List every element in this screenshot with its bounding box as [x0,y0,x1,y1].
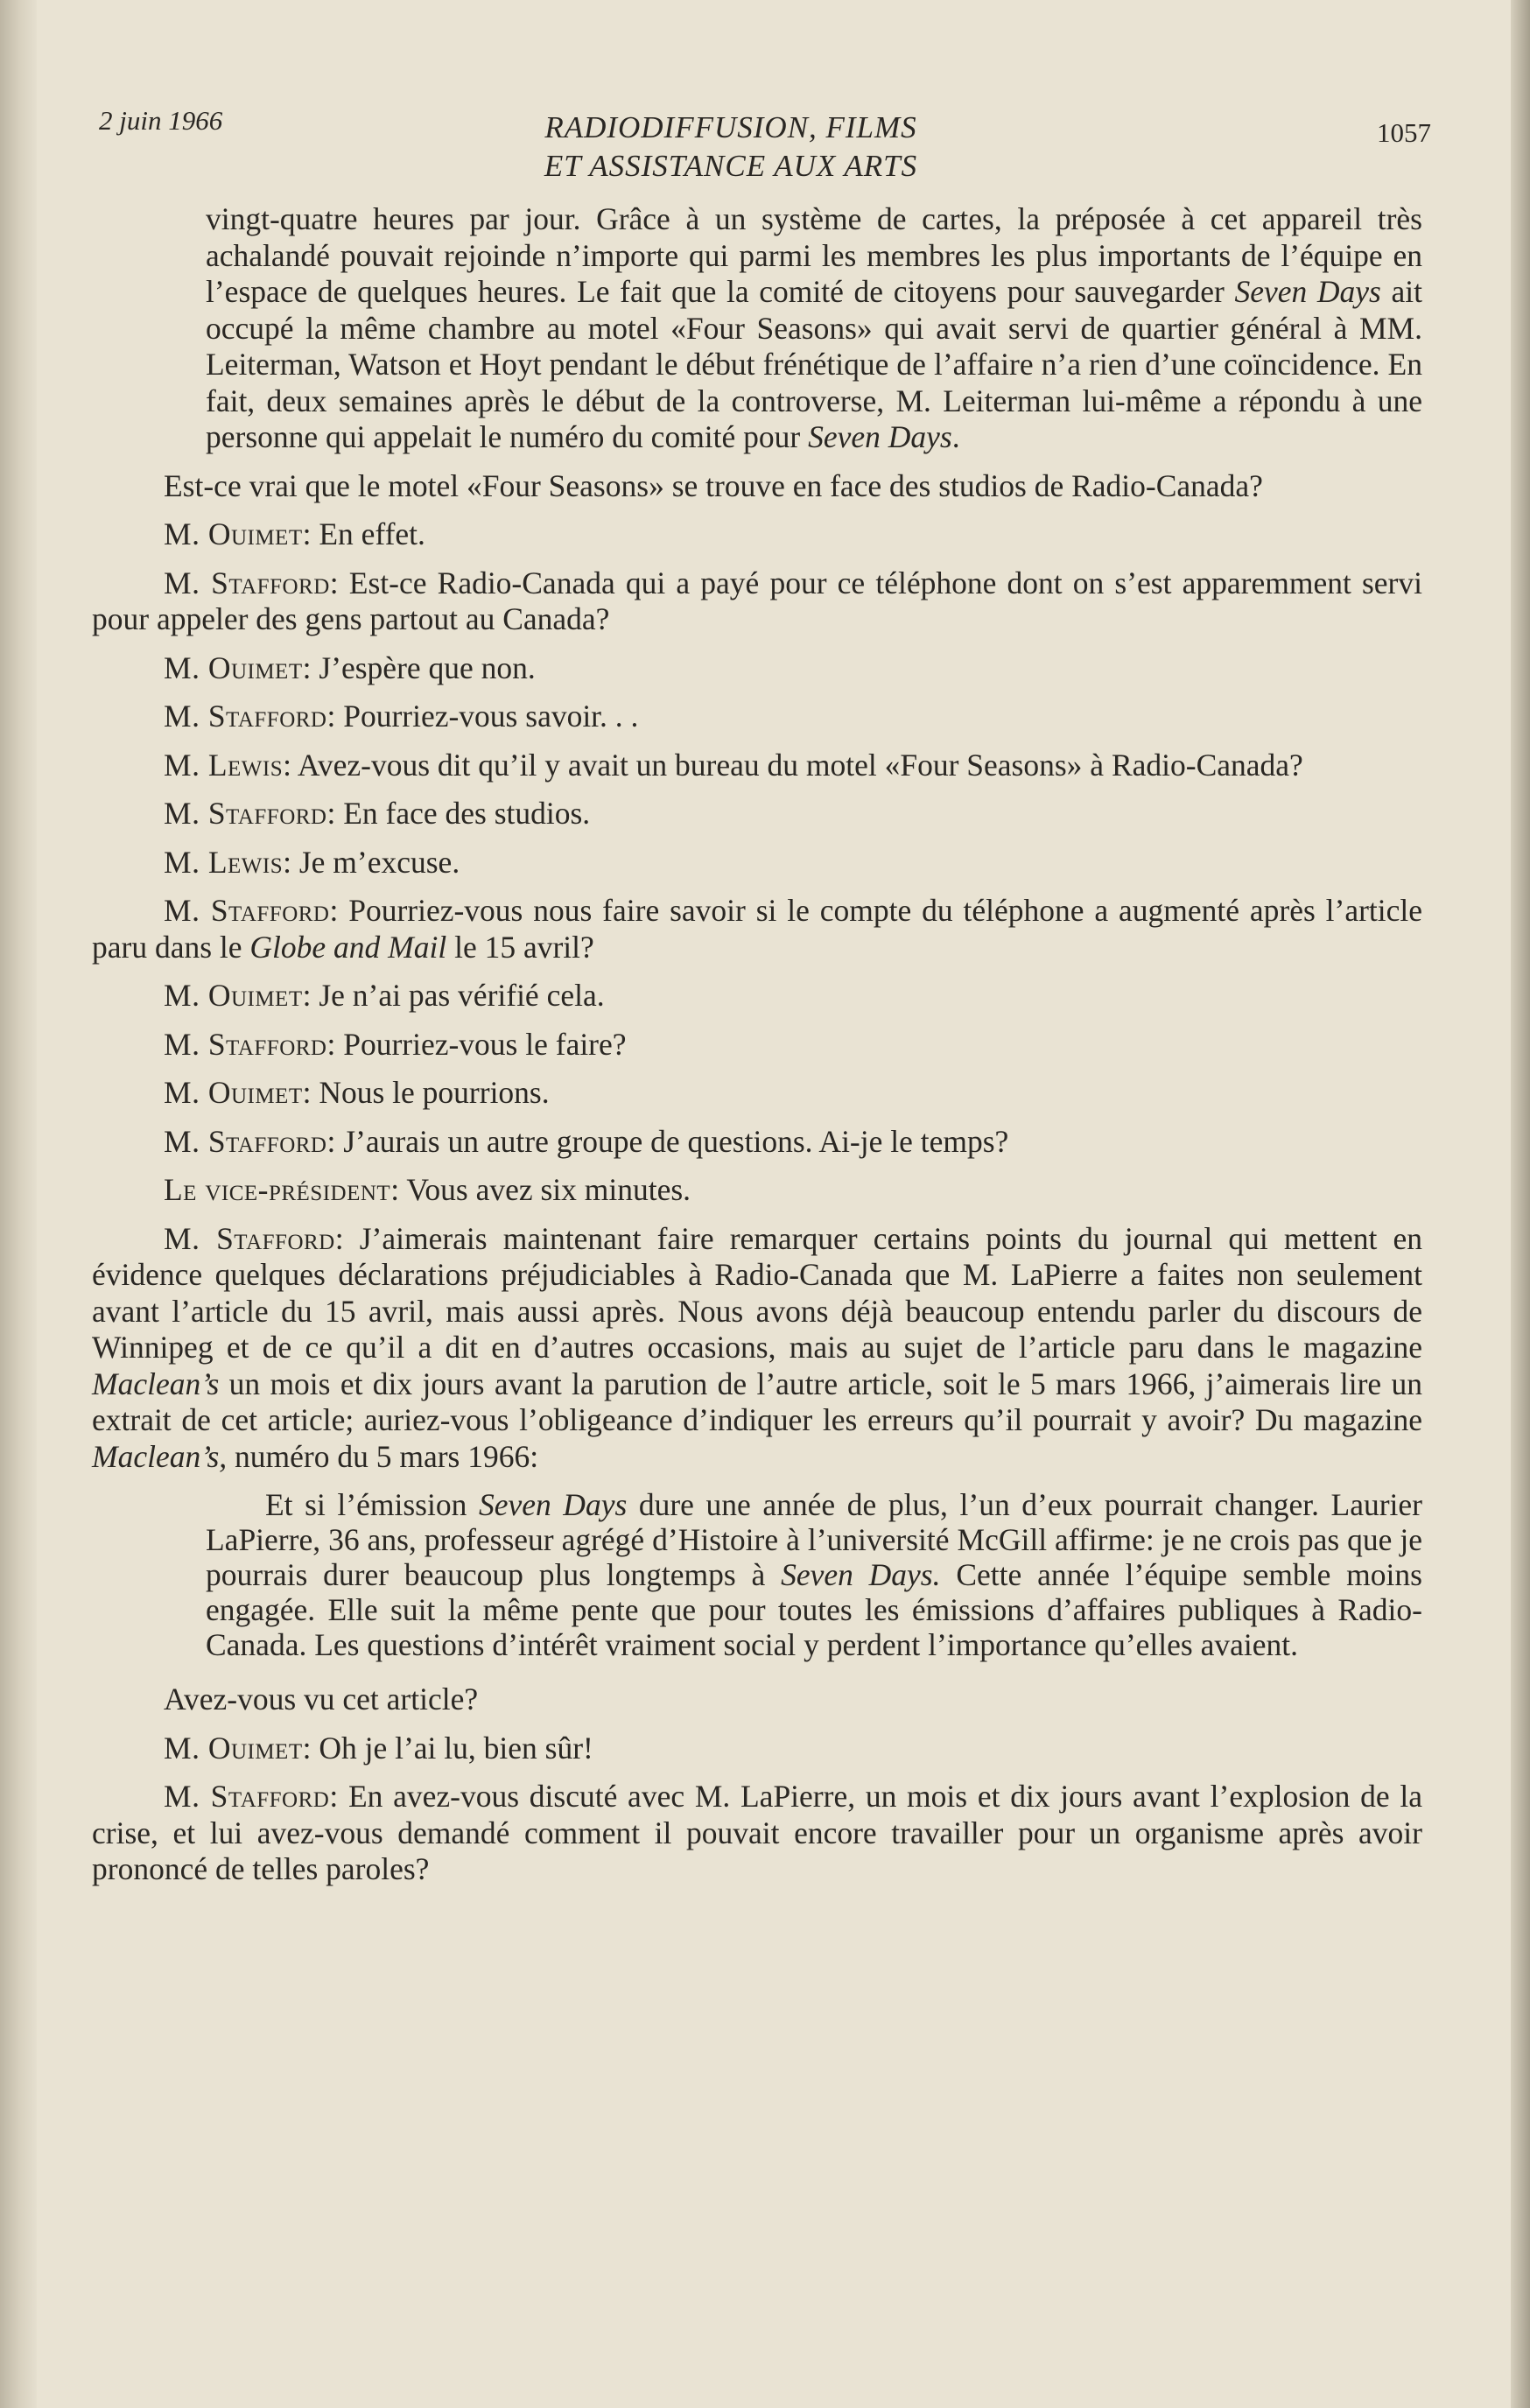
document-body [92,201,1422,1888]
speaker-name: M. Stafford [164,1779,330,1814]
speaker-name: M. Stafford [164,1220,335,1256]
block-quote [92,1487,1422,1662]
dialogue-line [92,748,1422,784]
italic-title: Seven Days [1234,274,1381,309]
dialogue-text: : J’espère que non. [302,649,536,685]
speaker-name: M. Lewis [164,747,284,783]
speaker-name: M. Stafford [164,1026,327,1062]
paragraph-question: Est-ce vrai que le motel «Four Seasons» se trouve en face des studios de Radio-Canada? [164,467,1263,503]
quote-text: dure une année de plus, l’un d’eux pourrait changer. Laurier LaPierre, 36 ans, professeur agrégé d’Histoire à l’université McGill affirme: je ne crois pas que je pourrais durer beaucoup plus longtemps à [206,1487,1422,1592]
dialogue-text: : Pourriez-vous le faire? [326,1026,627,1062]
running-head [92,105,1431,201]
italic-title: Maclean’s [92,1365,220,1401]
dialogue-line [92,845,1422,881]
document-page [92,105,1431,1900]
speaker-name: M. Stafford [164,565,330,600]
dialogue-line [92,516,1422,553]
dialogue-line [92,1172,1422,1209]
dialogue-line [92,796,1422,832]
dialogue-line [92,978,1422,1014]
dialogue-text: : J’aurais un autre groupe de questions. Ai-je le temps? [326,1123,1009,1159]
italic-title: Seven Days [808,419,952,454]
dialogue-line [92,1124,1422,1161]
dialogue-text: : Est-ce Radio-Canada qui a payé pour ce téléphone dont on s’est apparemment servi pour appeler des gens partout au Canada? [92,565,1422,636]
header-title-line2: ET ASSISTANCE AUX ARTS [544,149,918,183]
speaker-name: M. Stafford [164,1123,327,1159]
page-gutter-left [0,0,37,2408]
dialogue-text: : Vous avez six minutes. [390,1172,691,1207]
dialogue-text: : En face des studios. [326,796,591,831]
dialogue-line [92,699,1422,735]
header-title-line1: RADIODIFFUSION, FILMS [544,110,917,144]
speaker-name: M. Ouimet [164,978,303,1013]
text-run: vingt-quatre heures par jour. Grâce à un système de cartes, la préposée à cet appareil très achalandé pouvait rejoinde n’importe qui parmi les membres les plus importants de l’équipe en l’espace de quelques heures. Le fait que la comité de citoyens pour sauvegarder [206,201,1422,309]
dialogue-text: : En effet. [302,516,425,551]
dialogue-text: : J’aimerais maintenant faire remarquer certains points du journal qui mettent en évidence quelques déclarations préjudiciables à Radio-Canada que M. LaPierre a faites non seulement avant l’article du 15 avril, mais aussi après. Nous avons déjà beaucoup entendu parler du discours de Winnipeg et de ce qu’il a dit en d’autres occasions, mais au sujet de l’article paru dans le magazine [92,1220,1422,1365]
dialogue-line [92,1779,1422,1888]
dialogue-text: : Je n’ai pas vérifié cela. [302,978,605,1013]
dialogue-line [92,565,1422,638]
dialogue-line [92,1027,1422,1064]
header-title [390,109,1072,186]
speaker-name: M. Stafford [164,893,330,928]
dialogue-line [92,893,1422,965]
dialogue-text: : Pourriez-vous savoir. . . [326,699,639,734]
quote-text: Cette année l’équipe semble moins engagée. Elle suit la même pente que pour toutes les émissions d’affaires publiques à Radio-Canada. Les questions d’intérêt vraiment social y perdent l’importance qu’elles avaient. [206,1557,1422,1662]
dialogue-text: : Je m’excuse. [283,844,460,880]
dialogue-line [92,1075,1422,1112]
dialogue-line [92,650,1422,687]
italic-title: Globe and Mail [249,929,447,965]
speaker-name: M. Stafford [164,796,327,831]
italic-title: Seven Days [478,1487,628,1522]
header-date: 2 juin 1966 [99,105,223,136]
page-gutter-right [1511,0,1530,2408]
speaker-name: M. Ouimet [164,1730,303,1766]
dialogue-text: numéro du 5 mars 1966: [227,1438,539,1474]
text-run: ait occupé la même chambre au motel «Four Seasons» qui avait servi de quartier général à MM. Leiterman, Watson et Hoyt pendant le début frénétique de l’affaire n’a rien d’une coïncidence. En fait, deux semaines après le début de la controverse, M. Leiterman lui-même a répondu à une personne qui appelait le numéro du comité pour [206,274,1423,454]
speaker-name: M. Ouimet [164,1075,303,1110]
dialogue-text: : Nous le pourrions. [302,1075,550,1110]
paragraph-question: Avez-vous vu cet article? [164,1681,479,1716]
paragraph-continued [92,201,1422,456]
quote-text: Et si l’émission [265,1487,479,1522]
speaker-name: M. Ouimet [164,649,303,685]
page-number: 1057 [1377,117,1431,148]
speaker-name: M. Stafford [164,699,327,734]
italic-title: Seven Days. [781,1557,941,1592]
dialogue-text: : Oh je l’ai lu, bien sûr! [302,1730,593,1766]
speaker-name: M. Ouimet [164,516,303,551]
dialogue-text: : En avez-vous discuté avec M. LaPierre, un mois et dix jours avant l’explosion de la crise, et lui avez-vous demandé comment il pouvait encore travailler pour un organisme après avoir prononcé de telles paroles? [92,1779,1422,1886]
italic-title: Maclean’s, [92,1438,228,1474]
speaker-name: Le vice-président [164,1172,391,1207]
dialogue-text: un mois et dix jours avant la parution de l’autre article, soit le 5 mars 1966, j’aimerais lire un extrait de cet article; auriez-vous l’obligeance d’indiquer les erreurs qu’il pourrait y avoir? Du magazine [92,1365,1422,1437]
dialogue-text: le 15 avril? [446,929,594,965]
dialogue-text: : Avez-vous dit qu’il y avait un bureau du motel «Four Seasons» à Radio-Canada? [283,747,1303,783]
dialogue-text: : Pourriez-vous nous faire savoir si le compte du téléphone a augmenté après l’article paru dans le [92,893,1423,965]
dialogue-line [92,1731,1422,1767]
speaker-name: M. Lewis [164,844,284,880]
text-run: . [951,419,960,454]
dialogue-line [92,1221,1422,1476]
